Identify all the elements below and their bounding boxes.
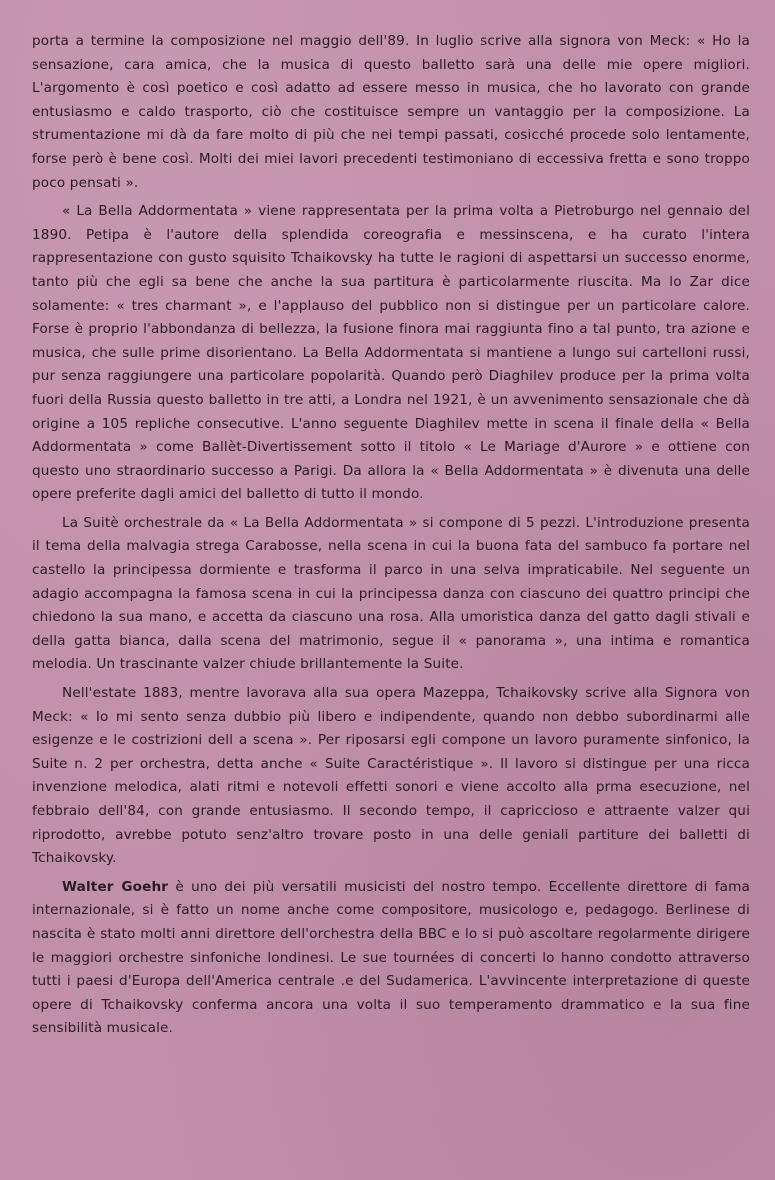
paragraph-2: « La Bella Addormentata » viene rappresentata per la prima volta a Pietroburgo nel gennaio del 1890. Petipa è l'autore della splendida coreografia e messinscena, e ha curato l'intera rappresentazione con gusto squisito Tchaikovsky ha tutte le ragioni di aspettarsi un successo enorme, tanto più che egli sa bene che anche la sua partitura è particolarmente riuscita. Ma lo Zar dice solamente: « tres charmant », e l'applauso del pubblico non si distingue per un particolare calore. Forse è proprio l'abbondanza di bellezza, la fusione finora mai raggiunta fino a tal punto, tra azione e musica, che sulle prime disorientano. La Bella Addormentata si mantiene a lungo sui cartelloni russi, pur senza raggiungere una particolare popolarità. Quando però Diaghilev produce per la prima volta fuori della Russia questo balletto in tre atti, a Londra nel 1921, è un avvenimento sensazionale che dà origine a 105 repliche consecutive. L'anno seguente Diaghilev mette in scena il finale della « Bella Addormentata » come Ballèt-Divertissement sotto il titolo « Le Mariage d'Aurore » e ottiene con questo uno straordinario successo a Parigi. Da allora la « Bella Addormentata » è divenuta una delle opere preferite dagli amici del balletto di tutto il mondo. [32, 203, 750, 503]
paragraph-5-text: è uno dei più versatili musicisti del nostro tempo. Eccellente direttore di fama internazionale, si è fatto un nome anche come compositore, musicologo e, pedagogo. Berlinese di nascita è stato molti anni direttore dell'orchestra della BBC e lo si può ascoltare regolarmente dirigere le maggiori orchestre sinfoniche londinesi. Le sue tournées di concerti lo hanno condotto attraverso tutti i paesi d'Europa dell'America centrale .e del Sudamerica. L'avvincente interpretazione di queste opere di Tchaikovsky conferma ancora una volta il suo temperamento drammatico e la sua fine sensibilità musicale. [32, 878, 750, 1037]
conductor-name: Walter Goehr [62, 878, 169, 895]
paragraph-1: porta a termine la composizione nel maggio dell'89. In luglio scrive alla signora von Meck: « Ho la sensazione, cara amica, che la musica di questo balletto sarà una delle mie opere migliori. L'argomento è così poetico e così adatto ad essere messo in musica, che ho lavorato con grande entusiasmo e caldo trasporto, ciò che costituisce sempre un vantaggio per la composizione. La strumentazione mi dà da fare molto di più che nei tempi passati, cosicché procede solo lentamente, forse però è bene così. Molti dei miei lavori precedenti testimoniano di eccessiva fretta e sono troppo poco pensati ». [32, 33, 750, 191]
paragraph-5 [32, 876, 750, 1041]
document-page [32, 30, 750, 1160]
paragraph-4: Nell'estate 1883, mentre lavorava alla sua opera Mazeppa, Tchaikovsky scrive alla Signora von Meck: « Io mi sento senza dubbio più libero e indipendente, quando non debbo subordinarmi alle esigenze e le costrizioni dell a scena ». Per riposarsi egli compone un lavoro puramente sinfonico, la Suite n. 2 per orchestra, detta anche « Suite Caractéristique ». Il lavoro si distingue per una ricca invenzione melodica, alati ritmi e notevoli effetti sonori e viene accolto alla prma esecuzione, nel febbraio dell'84, con grande entusiasmo. Il secondo tempo, il capriccioso e attraente valzer qui riprodotto, avrebbe potuto senz'altro trovare posto in una delle geniali partiture dei balletti di Tchaikovsky. [32, 685, 750, 867]
paragraph-3: La Suitè orchestrale da « La Bella Addormentata » si compone di 5 pezzi. L'introduzione presenta il tema della malvagia strega Carabosse, nella scena in cui la buona fata del sambuco fa portare nel castello la principessa dormiente e trasforma il parco in una selva impraticabile. Nel seguente un adagio accompagna la famosa scena in cui la principessa danza con ciascuno dei quattro principi che chiedono la sua mano, e accetta da ciascuno una rosa. Alla umoristica danza del gatto dagli stivali e della gatta bianca, dalla scena del matrimonio, segue il « panorama », una intima e romantica melodia. Un trascinante valzer chiude brillantemente la Suite. [32, 514, 750, 673]
